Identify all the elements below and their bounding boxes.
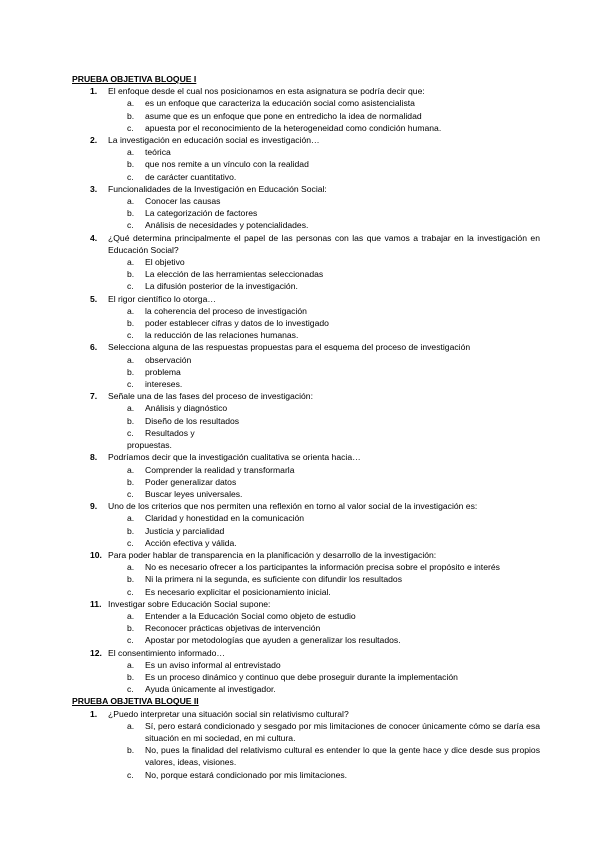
question-number: 9. xyxy=(90,501,98,512)
question-item xyxy=(72,232,540,256)
option-text: Es un proceso dinámico y continuo que debe proseguir durante la implementación xyxy=(145,671,458,682)
answer-option xyxy=(72,268,540,280)
option-letter: a. xyxy=(127,562,135,573)
question-number: 12. xyxy=(90,647,102,658)
question-item xyxy=(72,598,540,610)
option-text: Justicia y parcialidad xyxy=(145,525,225,536)
option-letter: c. xyxy=(127,635,134,646)
option-text: Ni la primera ni la segunda, es suficiente con difundir los resultados xyxy=(145,574,402,585)
answer-option xyxy=(72,634,540,646)
option-letter: b. xyxy=(127,476,135,487)
answer-option xyxy=(72,720,540,744)
option-text: El objetivo xyxy=(145,257,185,268)
answer-option xyxy=(72,146,540,158)
option-text: Reconocer prácticas objetivas de intervención xyxy=(145,623,321,634)
option-letter: c. xyxy=(127,427,134,438)
option-text: Poder generalizar datos xyxy=(145,476,237,487)
answer-option xyxy=(72,476,540,488)
section-heading: PRUEBA OBJETIVA BLOQUE II xyxy=(72,696,199,707)
question-text: Uno de los criterios que nos permiten una reflexión en torno al valor social de la investigación es: xyxy=(108,501,478,512)
option-letter: a. xyxy=(127,257,135,268)
answer-option xyxy=(72,464,540,476)
option-letter: c. xyxy=(127,171,134,182)
option-letter: a. xyxy=(127,513,135,524)
option-letter: a. xyxy=(127,147,135,158)
question-text: Investigar sobre Educación Social supone: xyxy=(108,598,271,609)
option-text: observación xyxy=(145,354,192,365)
answer-option xyxy=(72,488,540,500)
question-item xyxy=(72,293,540,305)
option-letter: b. xyxy=(127,415,135,426)
option-text: Entender a la Educación Social como objeto de estudio xyxy=(145,610,356,621)
option-text: asume que es un enfoque que pone en entredicho la idea de normalidad xyxy=(145,110,422,121)
option-text: es un enfoque que caracteriza la educación social como asistencialista xyxy=(145,98,415,109)
option-letter: b. xyxy=(127,623,135,634)
option-letter: c. xyxy=(127,122,134,133)
option-text: intereses. xyxy=(145,379,183,390)
option-continuation: propuestas. xyxy=(127,440,172,451)
option-text: Apostar por metodologías que ayuden a generalizar los resultados. xyxy=(145,635,401,646)
option-text: problema xyxy=(145,366,181,377)
question-text: ¿Qué determina principalmente el papel de las personas con las que vamos a trabajar en la investigación en Educación Social? xyxy=(108,232,540,255)
answer-option xyxy=(72,171,540,183)
question-text: Señale una de las fases del proceso de investigación: xyxy=(108,391,313,402)
option-text: Resultados y xyxy=(145,427,195,438)
answer-option xyxy=(72,586,540,598)
question-item xyxy=(72,500,540,512)
option-letter: c. xyxy=(127,281,134,292)
section-heading: PRUEBA OBJETIVA BLOQUE I xyxy=(72,74,197,84)
option-letter: b. xyxy=(127,745,135,756)
option-text: Ayuda únicamente al investigador. xyxy=(145,684,276,695)
question-text: Para poder hablar de transparencia en la planificación y desarrollo de la investigación: xyxy=(108,549,437,560)
answer-option xyxy=(72,525,540,537)
question-number: 7. xyxy=(90,391,98,402)
answer-option xyxy=(72,207,540,219)
option-text: Es un aviso informal al entrevistado xyxy=(145,659,281,670)
question-item xyxy=(72,85,540,97)
option-letter: a. xyxy=(127,98,135,109)
question-number: 5. xyxy=(90,293,98,304)
option-text: No, porque estará condicionado por mis limitaciones. xyxy=(145,769,348,780)
option-letter: b. xyxy=(127,525,135,536)
option-text: la coherencia del proceso de investigación xyxy=(145,305,307,316)
answer-option xyxy=(72,366,540,378)
option-letter: a. xyxy=(127,196,135,207)
question-text: Funcionalidades de la Investigación en Educación Social: xyxy=(108,183,327,194)
question-text: El rigor científico lo otorga… xyxy=(108,293,216,304)
question-number: 11. xyxy=(90,598,102,609)
option-text: Análisis de necesidades y potencialidades. xyxy=(145,220,309,231)
question-number: 1. xyxy=(90,708,98,719)
option-text: La difusión posterior de la investigación. xyxy=(145,281,298,292)
option-text: teórica xyxy=(145,147,171,158)
option-letter: b. xyxy=(127,574,135,585)
answer-option xyxy=(72,744,540,768)
answer-option xyxy=(72,537,540,549)
option-letter: b. xyxy=(127,269,135,280)
option-text: Conocer las causas xyxy=(145,196,221,207)
question-text: Podríamos decir que la investigación cualitativa se orienta hacia… xyxy=(108,452,361,463)
question-item xyxy=(72,341,540,353)
answer-option xyxy=(72,158,540,170)
question-text: El enfoque desde el cual nos posicionamos en esta asignatura se podría decir que: xyxy=(108,86,425,97)
question-item xyxy=(72,390,540,402)
option-text: La categorización de factores xyxy=(145,208,258,219)
option-letter: a. xyxy=(127,610,135,621)
option-letter: a. xyxy=(127,659,135,670)
option-letter: a. xyxy=(127,305,135,316)
answer-option xyxy=(72,610,540,622)
answer-option xyxy=(72,195,540,207)
option-text: Análisis y diagnóstico xyxy=(145,403,228,414)
question-number: 8. xyxy=(90,452,98,463)
question-text: Selecciona alguna de las respuestas propuestas para el esquema del proceso de investigación xyxy=(108,342,471,353)
answer-option xyxy=(72,512,540,524)
question-text: El consentimiento informado… xyxy=(108,647,226,658)
option-letter: b. xyxy=(127,671,135,682)
answer-option xyxy=(72,378,540,390)
question-text: La investigación en educación social es investigación… xyxy=(108,135,320,146)
option-text: Acción efectiva y válida. xyxy=(145,537,237,548)
option-letter: b. xyxy=(127,366,135,377)
option-letter: c. xyxy=(127,220,134,231)
answer-option xyxy=(72,402,540,414)
option-text: No es necesario ofrecer a los participantes la información precisa sobre el propósito e interés xyxy=(145,562,500,573)
question-item xyxy=(72,183,540,195)
answer-option xyxy=(72,305,540,317)
option-text: Comprender la realidad y transformarla xyxy=(145,464,295,475)
answer-option xyxy=(72,415,540,427)
question-item xyxy=(72,708,540,720)
question-item xyxy=(72,451,540,463)
option-text: poder establecer cifras y datos de lo investigado xyxy=(145,318,329,329)
question-item xyxy=(72,647,540,659)
option-letter: c. xyxy=(127,537,134,548)
option-letter: c. xyxy=(127,586,134,597)
question-number: 10. xyxy=(90,549,102,560)
option-text: apuesta por el reconocimiento de la heterogeneidad como condición humana. xyxy=(145,122,442,133)
answer-option xyxy=(72,622,540,634)
option-text: No, pues la finalidad del relativismo cultural es entender lo que la gente hace y dice desde sus propios valores, ideas, visiones. xyxy=(145,745,540,768)
option-letter: c. xyxy=(127,379,134,390)
option-text: que nos remite a un vínculo con la realidad xyxy=(145,159,309,170)
option-letter: a. xyxy=(127,464,135,475)
question-number: 4. xyxy=(90,232,98,243)
answer-option xyxy=(72,110,540,122)
question-number: 6. xyxy=(90,342,98,353)
answer-option xyxy=(72,354,540,366)
option-text: Sí, pero estará condicionado y sesgado por mis limitaciones de conocer únicamente cómo se daría esa situación en mi sociedad, en mi cultura. xyxy=(145,720,540,743)
option-text: de carácter cuantitativo. xyxy=(145,171,237,182)
answer-option xyxy=(72,659,540,671)
answer-option xyxy=(72,683,540,695)
question-item xyxy=(72,134,540,146)
answer-option xyxy=(72,122,540,134)
answer-option xyxy=(72,329,540,341)
question-item xyxy=(72,549,540,561)
option-letter: a. xyxy=(127,403,135,414)
option-letter: c. xyxy=(127,684,134,695)
answer-option xyxy=(72,769,540,781)
option-text: la reducción de las relaciones humanas. xyxy=(145,330,299,341)
option-letter: c. xyxy=(127,488,134,499)
option-letter: b. xyxy=(127,159,135,170)
option-letter: b. xyxy=(127,318,135,329)
answer-option xyxy=(72,671,540,683)
document-page xyxy=(72,73,540,781)
option-text: Claridad y honestidad en la comunicación xyxy=(145,513,305,524)
option-text: Buscar leyes universales. xyxy=(145,488,243,499)
answer-option xyxy=(72,280,540,292)
answer-option xyxy=(72,317,540,329)
answer-option xyxy=(72,219,540,231)
answer-option xyxy=(72,256,540,268)
question-text: ¿Puedo interpretar una situación social sin relativismo cultural? xyxy=(108,708,349,719)
option-text: Es necesario explicitar el posicionamiento inicial. xyxy=(145,586,331,597)
option-letter: c. xyxy=(127,330,134,341)
answer-option xyxy=(72,97,540,109)
option-text: Diseño de los resultados xyxy=(145,415,240,426)
question-number: 1. xyxy=(90,86,98,97)
answer-option xyxy=(72,427,540,439)
option-text: La elección de las herramientas seleccionadas xyxy=(145,269,324,280)
option-letter: b. xyxy=(127,208,135,219)
answer-option xyxy=(72,561,540,573)
answer-option xyxy=(72,573,540,585)
option-letter: c. xyxy=(127,769,134,780)
option-letter: b. xyxy=(127,110,135,121)
question-number: 3. xyxy=(90,183,98,194)
option-letter: a. xyxy=(127,354,135,365)
option-letter: a. xyxy=(127,720,135,731)
question-number: 2. xyxy=(90,135,98,146)
